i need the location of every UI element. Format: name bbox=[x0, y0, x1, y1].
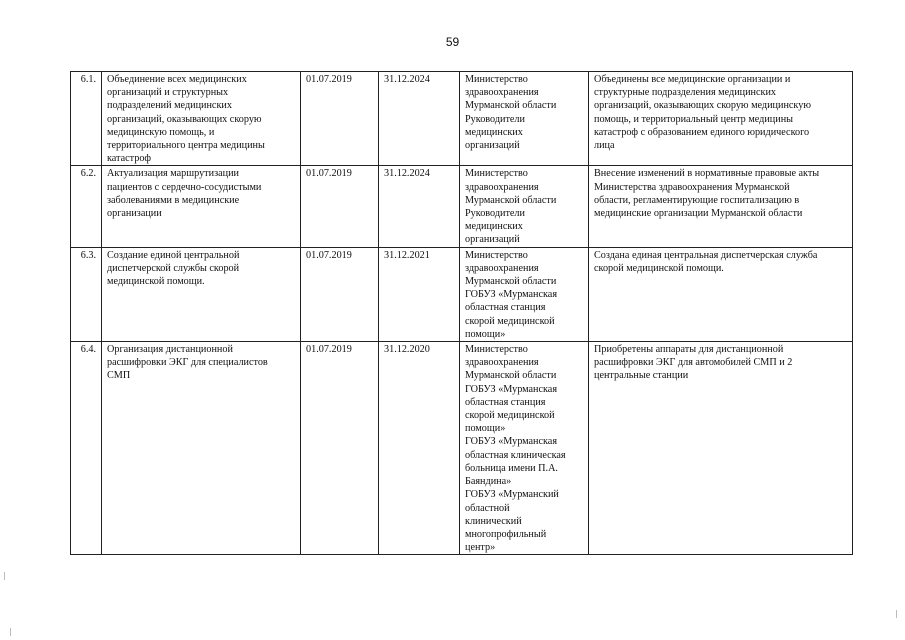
scan-artifact bbox=[4, 572, 5, 580]
result-cell: Приобретены аппараты для дистанционной расшифровки ЭКГ для автомобилей СМП и 2 центральные станции bbox=[589, 342, 853, 555]
table-row bbox=[71, 166, 853, 247]
start-date-cell: 01.07.2019 bbox=[301, 166, 379, 247]
end-date-cell: 31.12.2024 bbox=[379, 72, 460, 166]
result-cell: Объединены все медицинские организации и структурные подразделения медицинских организаций, оказывающих скорую медицинскую помощь, и территориальный центр медицины катастроф с образованием единого юридического лица bbox=[589, 72, 853, 166]
end-date-cell: 31.12.2024 bbox=[379, 166, 460, 247]
responsible-cell: Министерство здравоохранения Мурманской области Руководители медицинских организаций bbox=[460, 166, 589, 247]
end-date-cell: 31.12.2020 bbox=[379, 342, 460, 555]
responsible-cell: Министерство здравоохранения Мурманской области ГОБУЗ «Мурманская областная станция скорой медицинской помощи» bbox=[460, 247, 589, 341]
table-row bbox=[71, 72, 853, 166]
responsible-cell: Министерство здравоохранения Мурманской области Руководители медицинских организаций bbox=[460, 72, 589, 166]
start-date-cell: 01.07.2019 bbox=[301, 247, 379, 341]
scan-artifact bbox=[10, 628, 11, 636]
result-cell: Внесение изменений в нормативные правовые акты Министерства здравоохранения Мурманской области, регламентирующие госпитализацию в медицинские организации Мурманской области bbox=[589, 166, 853, 247]
scan-artifact bbox=[896, 610, 897, 618]
task-cell: Актуализация маршрутизации пациентов с сердечно-сосудистыми заболеваниями в медицинские организации bbox=[102, 166, 301, 247]
task-cell: Создание единой центральной диспетчерской службы скорой медицинской помощи. bbox=[102, 247, 301, 341]
table-row bbox=[71, 342, 853, 555]
task-cell: Организация дистанционной расшифровки ЭКГ для специалистов СМП bbox=[102, 342, 301, 555]
row-number: 6.4. bbox=[71, 342, 102, 555]
page-number: 59 bbox=[445, 35, 460, 49]
row-number: 6.2. bbox=[71, 166, 102, 247]
measures-table bbox=[70, 71, 853, 555]
start-date-cell: 01.07.2019 bbox=[301, 72, 379, 166]
start-date-cell: 01.07.2019 bbox=[301, 342, 379, 555]
row-number: 6.3. bbox=[71, 247, 102, 341]
table-row bbox=[71, 247, 853, 341]
result-cell: Создана единая центральная диспетчерская служба скорой медицинской помощи. bbox=[589, 247, 853, 341]
row-number: 6.1. bbox=[71, 72, 102, 166]
responsible-cell: Министерство здравоохранения Мурманской области ГОБУЗ «Мурманская областная станция скорой медицинской помощи» ГОБУЗ «Мурманская областная клиническая больница имени П.А. Баяндина» ГОБУЗ «Мурманский областной клинический многопрофильный центр» bbox=[460, 342, 589, 555]
task-cell: Объединение всех медицинских организаций и структурных подразделений медицинских организаций, оказывающих скорую медицинскую помощь, и территориального центра медицины катастроф bbox=[102, 72, 301, 166]
end-date-cell: 31.12.2021 bbox=[379, 247, 460, 341]
